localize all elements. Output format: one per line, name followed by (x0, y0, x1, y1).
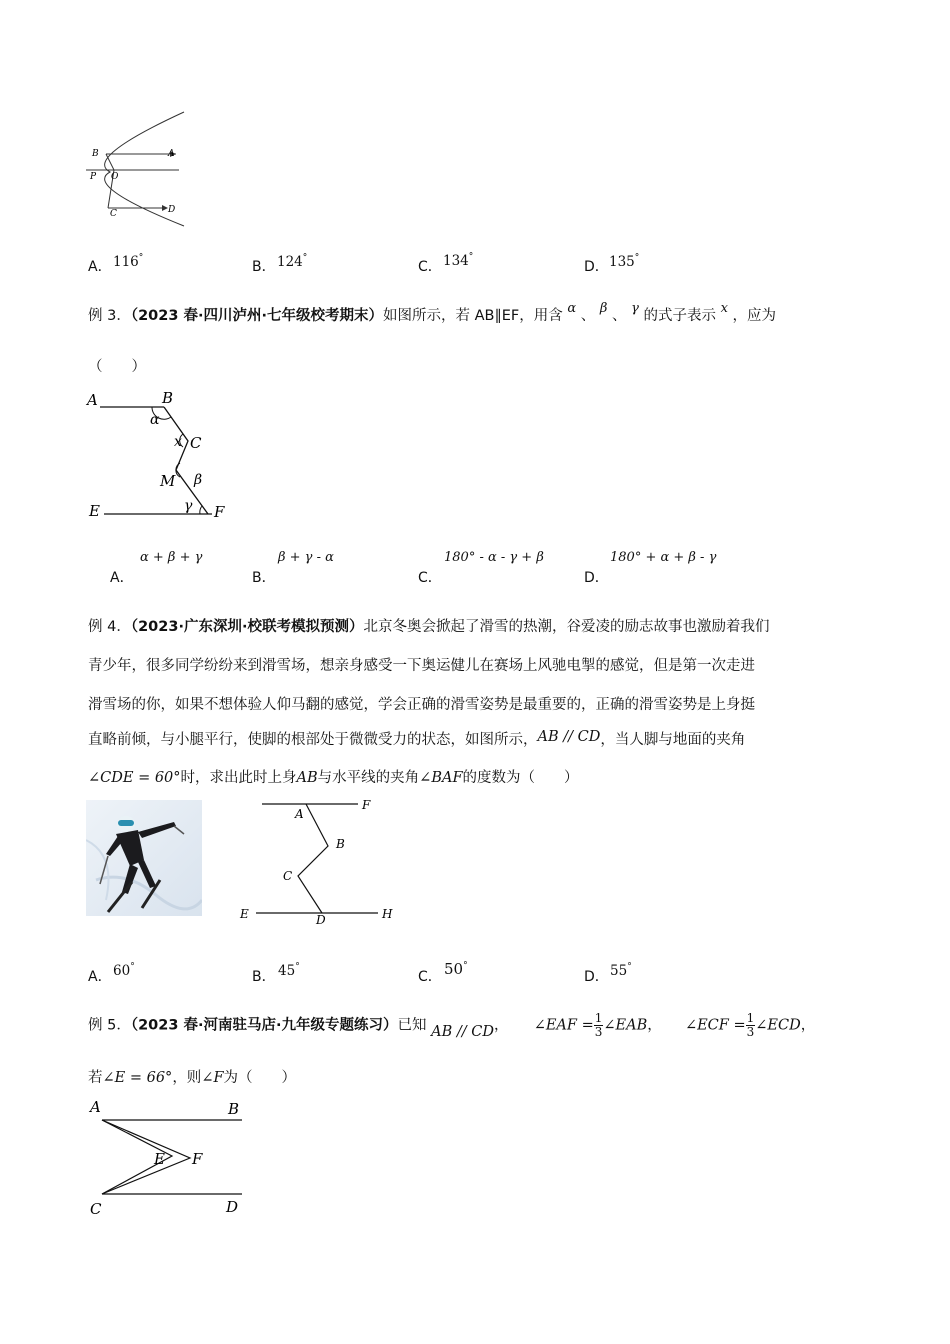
q3-option-a-letter: A． (110, 570, 134, 586)
q4-line-4: 直略前倾，与小腿平行，使脚的根部处于微微受力的状态，如图所示，AB // CD，当人脚与地面的夹角 (88, 729, 746, 748)
fig3-label-b: B (162, 389, 174, 407)
fig4-label-e: E (240, 907, 249, 921)
fig3-label-m: M (160, 472, 176, 490)
fig1-label-d: D (168, 205, 176, 215)
fig1-label-a: A (168, 149, 175, 159)
fig3-label-gamma: γ (184, 498, 193, 514)
fig4-label-h: H (382, 907, 393, 921)
q3-option-d-letter: D． (584, 570, 609, 586)
q2-option-b-letter: B． (252, 259, 276, 275)
q4-line-1: 例 4．（2023·广东深圳·校联考模拟预测）北京冬奥会掀起了滑雪的热潮，谷爱凌的励志故事也激励着我们 (88, 619, 770, 635)
fig1-label-c: C (110, 209, 117, 219)
q3-stem: 例 3．（2023 春·四川泸州·七年级校考期末）如图所示，若 AB∥EF，用含 α 、 β 、 γ 的式子表示 x ，应为 (88, 301, 777, 324)
q4-option-d-value: 55° (610, 962, 632, 979)
fig3-label-alpha: α (150, 412, 160, 428)
fig5-label-e: E (154, 1150, 165, 1168)
fig4-label-b: B (336, 837, 345, 851)
q3-paren: （ ） (88, 359, 146, 375)
fig1-label-p: P (90, 172, 97, 182)
q2-option-c-value: 134° (443, 252, 474, 269)
q4-line-5: ∠CDE = 60°时，求出此时上身AB与水平线的夹角∠BAF的度数为（ ） (88, 770, 579, 786)
figure-q4 (236, 796, 400, 926)
fig5-label-b: B (228, 1100, 240, 1118)
q5-line-1: 例 5．（2023 春·河南驻马店·九年级专题练习）已知 AB // CD， ∠EAF = $\frac{1}{3}$ ∠EAB， ∠ECF = $\frac{1}{3}$ ∠ECD， (88, 1011, 816, 1040)
q3-option-c-expr: 180° - α - γ + β (444, 550, 544, 565)
fig4-label-c: C (283, 869, 293, 883)
q2-option-b-value: 124° (277, 253, 308, 270)
q4-option-c-value: 50° (444, 960, 468, 978)
q4-option-d-letter: D． (584, 969, 609, 985)
q3-option-b-expr: β + γ - α (278, 550, 334, 565)
q3-option-b-letter: B． (252, 570, 276, 586)
fig3-label-beta: β (194, 472, 203, 488)
q4-option-b-value: 45° (278, 962, 300, 979)
q4-line-2: 青少年，很多同学纷纷来到滑雪场，想亲身感受一下奥运健儿在赛场上风驰电掣的感觉，但是第一次走进 (88, 658, 755, 674)
fig3-label-e: E (89, 502, 100, 520)
q4-option-b-letter: B． (252, 969, 276, 985)
q2-option-a-letter: A． (88, 259, 112, 275)
q4-option-a-value: 60° (113, 962, 135, 979)
figure-parabola (84, 108, 194, 230)
fig3-label-x: x (174, 434, 182, 450)
fig5-label-c: C (90, 1200, 102, 1218)
q4-line-3: 滑雪场的你，如果不想体验人仰马翻的感觉，学会正确的滑雪姿势是最重要的，正确的滑雪姿势是上身挺 (88, 697, 755, 713)
q3-option-c-letter: C． (418, 570, 442, 586)
q4-option-c-letter: C． (418, 969, 442, 985)
q2-option-d-letter: D． (584, 259, 609, 275)
fig3-label-f: F (214, 503, 225, 521)
q5-line-2: 若∠E = 66°，则∠F为（ ） (88, 1070, 297, 1086)
fig5-label-a: A (90, 1098, 101, 1116)
fig4-label-a: A (295, 807, 304, 821)
figure-q5 (86, 1096, 256, 1222)
fig1-label-o: O (111, 172, 119, 182)
q2-option-d-value: 135° (609, 253, 640, 270)
fig5-label-f: F (192, 1150, 203, 1168)
q2-option-a-value: 116° (113, 253, 144, 270)
skier-photo (86, 800, 202, 916)
fig1-label-b: B (92, 149, 99, 159)
fig4-label-d: D (316, 913, 326, 926)
fig5-label-d: D (226, 1198, 239, 1216)
q3-option-a-expr: α + β + γ (140, 550, 203, 565)
fig4-label-f: F (362, 798, 371, 812)
q2-option-c-letter: C． (418, 259, 442, 275)
q3-option-d-expr: 180° + α + β - γ (610, 550, 717, 565)
fig3-label-a: A (87, 391, 98, 409)
fig3-label-c: C (190, 434, 202, 452)
q4-option-a-letter: A． (88, 969, 112, 985)
figure-q3 (84, 386, 234, 522)
